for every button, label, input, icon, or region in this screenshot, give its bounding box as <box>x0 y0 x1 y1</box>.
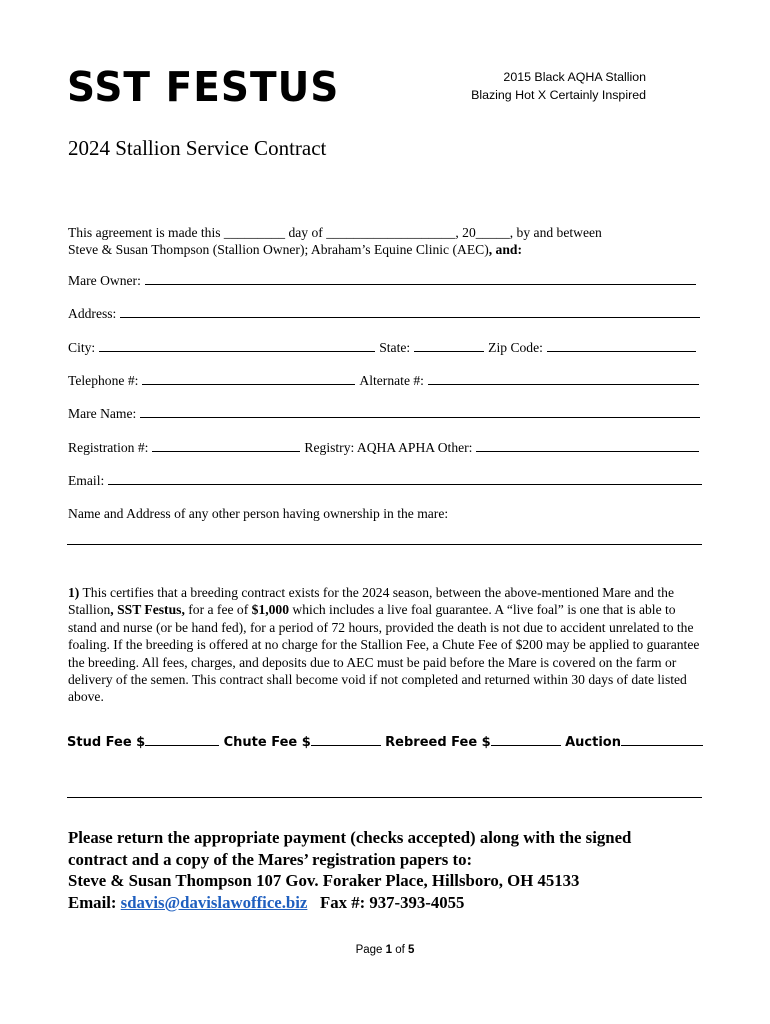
address-row <box>68 305 702 323</box>
mare-name-row <box>68 405 702 423</box>
email-label: Email: <box>68 473 105 488</box>
return-instructions <box>68 827 708 913</box>
registration-label: Registration #: <box>68 440 149 455</box>
auction-label: Auction <box>565 735 621 750</box>
of-word: of <box>392 944 409 956</box>
paragraph-number: 1) <box>68 585 80 600</box>
stud-fee-field[interactable] <box>145 735 219 746</box>
city-field[interactable] <box>99 339 375 352</box>
auction-field[interactable] <box>621 735 703 746</box>
state-label: State: <box>379 340 411 355</box>
contract-terms-paragraph <box>68 584 703 706</box>
fax-number: Fax #: 937-393-4055 <box>307 892 465 912</box>
return-address: Steve & Susan Thompson 107 Gov. Foraker Place, Hillsboro, OH 45133 <box>68 871 580 890</box>
telephone-label: Telephone #: <box>68 373 139 388</box>
fee-amount: $1,000 <box>251 602 290 618</box>
other-owner-label: Name and Address of any other person having ownership in the mare: <box>68 506 449 521</box>
rebreed-fee-label: Rebreed Fee $ <box>385 735 491 750</box>
agreement-parties: Steve & Susan Thompson (Stallion Owner); Abraham’s Equine Clinic (AEC) <box>68 242 489 257</box>
agreement-line-2 <box>68 241 522 258</box>
telephone-field[interactable] <box>142 372 355 385</box>
agreement-line-1: This agreement is made this _________ day of ___________________, 20_____, by and between <box>68 225 602 240</box>
stud-fee-label: Stud Fee $ <box>67 735 146 750</box>
registry-label: Registry: AQHA APHA Other: <box>304 440 473 455</box>
return-contact <box>68 892 708 914</box>
state-field[interactable] <box>414 339 484 352</box>
contract-title: 2024 Stallion Service Contract <box>68 136 327 160</box>
return-line-2: contract and a copy of the Mares’ registration papers to: <box>68 849 473 869</box>
email-contact-label: Email: <box>68 892 121 912</box>
total-pages: 5 <box>408 944 415 956</box>
terms-text-3: which includes a live foal guarantee. A “live foal” is one that is able to stand and nurse (or be hand fed), for a period of 72 hours, provided the death is not due to accident unrelated to the foaling. If the breeding is offered at no charge for the Stallion Fee, a Chute Fee of $200 may be applied to guarantee the breeding. All fees, charges, and deposits due to AEC must be paid before the Mare is covered on the farm or delivery of the semen. This contract shall become void if not completed and returned within 30 days of date listed above. <box>68 602 700 705</box>
stallion-breed-line: 2015 Black AQHA Stallion <box>503 70 646 84</box>
address-field[interactable] <box>120 305 700 318</box>
chute-fee-label: Chute Fee $ <box>223 735 311 750</box>
mare-owner-label: Mare Owner: <box>68 273 141 288</box>
alternate-field[interactable] <box>428 372 699 385</box>
stallion-pedigree-line: Blazing Hot X Certainly Inspired <box>471 87 646 102</box>
return-line-1: Please return the appropriate payment (checks accepted) along with the signed <box>68 828 632 847</box>
mare-name-field[interactable] <box>140 405 700 418</box>
stallion-description <box>471 69 646 104</box>
registration-field[interactable] <box>152 439 300 452</box>
agreement-and: , and: <box>488 242 522 257</box>
chute-fee-field[interactable] <box>311 735 381 746</box>
zip-field[interactable] <box>547 339 696 352</box>
terms-text-2: for a fee of <box>184 602 252 618</box>
email-link[interactable]: sdavis@davislawoffice.biz <box>120 892 308 912</box>
page-number-footer <box>0 944 770 956</box>
mare-name-label: Mare Name: <box>68 406 137 421</box>
city-state-zip-row <box>68 339 702 357</box>
city-label: City: <box>68 340 96 355</box>
fee-schedule <box>67 735 703 750</box>
mare-owner-row <box>68 272 702 290</box>
mare-owner-field[interactable] <box>145 272 696 285</box>
stallion-name-heading: SST FESTUS <box>67 63 340 112</box>
telephone-row <box>68 372 702 390</box>
email-row <box>68 472 702 490</box>
current-page: 1 <box>385 944 393 956</box>
page-word: Page <box>355 944 386 956</box>
other-owner-field[interactable] <box>67 544 702 545</box>
registration-row <box>68 439 702 457</box>
stallion-name-inline: , SST Festus, <box>110 602 185 618</box>
rebreed-fee-field[interactable] <box>491 735 561 746</box>
registry-other-field[interactable] <box>476 439 699 452</box>
zip-label: Zip Code: <box>488 340 543 355</box>
terms-text-1: This certifies that a breeding contract exists for the 2024 season, between the above-mentioned Mare and the Stallion <box>68 585 674 618</box>
signature-line[interactable] <box>67 797 702 798</box>
alternate-label: Alternate #: <box>359 373 424 388</box>
email-field[interactable] <box>108 472 702 485</box>
address-label: Address: <box>68 306 117 321</box>
